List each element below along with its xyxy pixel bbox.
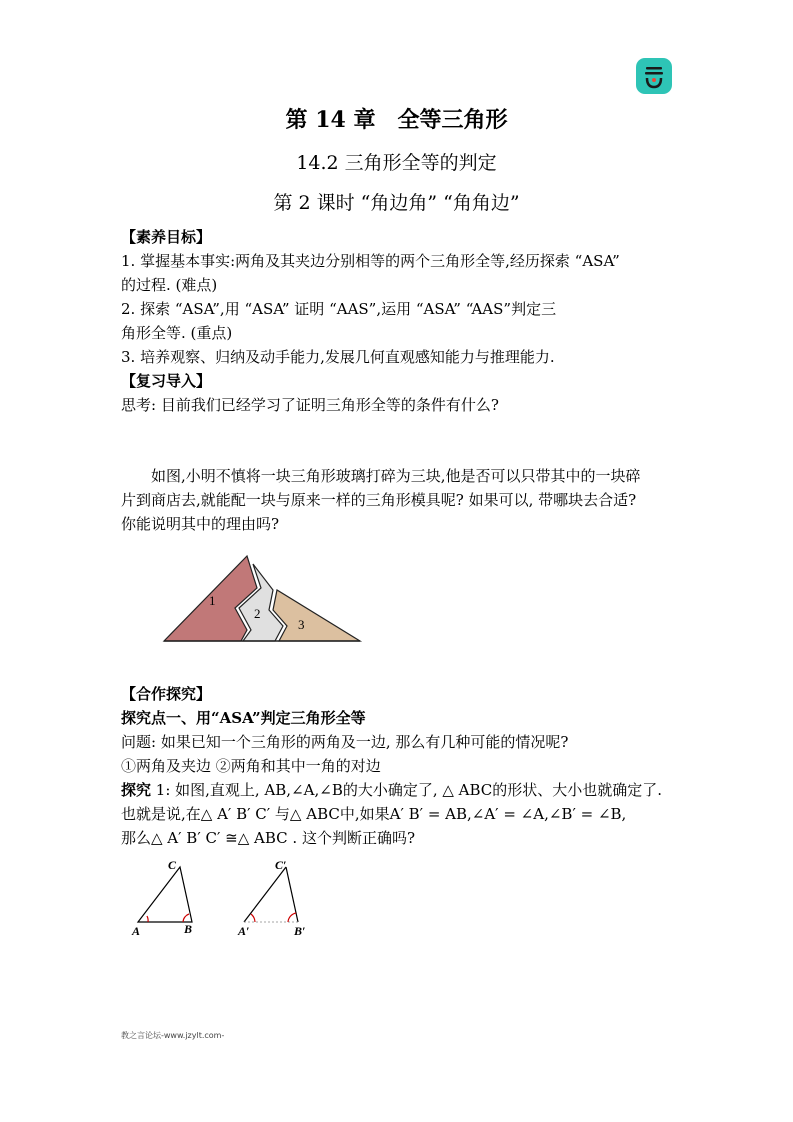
label-a-prime: A′ bbox=[238, 924, 250, 938]
lesson-title: 第 2 课时 “角边角” “角角边” bbox=[273, 192, 520, 214]
review-para-line-1: 如图,小明不慎将一块三角形玻璃打碎为三块,他是否可以只带其中的一块碎 bbox=[151, 467, 641, 485]
goals-heading: 【素养目标】 bbox=[121, 228, 212, 246]
explore-question: 问题: 如果已知一个三角形的两角及一边, 那么有几种可能的情况呢? bbox=[121, 733, 569, 751]
label-c-prime: C′ bbox=[275, 858, 287, 872]
piece-label-3: 3 bbox=[298, 617, 305, 632]
review-para-line-3: 你能说明其中的理由吗? bbox=[121, 515, 280, 533]
goal-item-1-line-1: 1. 掌握基本事实:两角及其夹边分别相等的两个三角形全等,经历探索 “ASA” bbox=[121, 252, 620, 270]
goal-item-2-line-1: 2. 探索 “ASA”,用 “ASA” 证明 “AAS”,运用 “ASA” “AAS”判定三 bbox=[121, 300, 557, 318]
side-b-prime-c-prime bbox=[286, 867, 298, 922]
broken-glass-figure bbox=[155, 550, 365, 646]
section-title: 14.2 三角形全等的判定 bbox=[296, 152, 497, 174]
goal-item-2-line-2: 角形全等. (重点) bbox=[121, 324, 233, 342]
explore-1-line-3: 那么△ A′ B′ C′ ≅△ ABC . 这个判断正确吗? bbox=[121, 829, 415, 847]
explore-heading: 【合作探究】 bbox=[121, 685, 212, 703]
brand-logo-icon bbox=[636, 58, 672, 94]
label-c: C bbox=[168, 858, 177, 872]
explore-1-text: 1: 如图,直观上, AB,∠A,∠B的大小确定了, △ ABC的形状、大小也就确定了. bbox=[151, 781, 663, 799]
chapter-title: 第 14 章 全等三角形 bbox=[285, 107, 508, 133]
glass-piece-3 bbox=[273, 590, 360, 641]
side-a-prime-c-prime bbox=[244, 867, 286, 922]
triangle-figures bbox=[128, 855, 328, 940]
goal-item-1-line-2: 的过程. (难点) bbox=[121, 276, 218, 294]
angle-b-prime-mark bbox=[288, 913, 296, 922]
explore-options: ①两角及夹边 ②两角和其中一角的对边 bbox=[121, 757, 381, 775]
piece-label-2: 2 bbox=[254, 606, 261, 621]
review-para-line-2: 片到商店去,就能配一块与原来一样的三角形模具呢? 如果可以, 带哪块去合适? bbox=[121, 491, 637, 509]
triangle-abc bbox=[138, 867, 192, 922]
angle-a-prime-mark bbox=[251, 914, 255, 922]
angle-a-mark bbox=[147, 916, 148, 922]
explore-point-1-title: 探究点一、用“ASA”判定三角形全等 bbox=[121, 709, 366, 727]
logo-glyph bbox=[636, 58, 672, 94]
review-heading: 【复习导入】 bbox=[121, 372, 212, 390]
footer-text: 教之言论坛-www.jzylt.com- bbox=[121, 1031, 225, 1040]
explore-1-label: 探究 bbox=[121, 781, 152, 799]
angle-b-mark bbox=[183, 914, 189, 922]
explore-1-line-1 bbox=[121, 779, 662, 800]
label-a: A bbox=[132, 924, 141, 938]
label-b: B bbox=[184, 922, 193, 936]
explore-1-line-2: 也就是说,在△ A′ B′ C′ 与△ ABC中,如果A′ B′ = AB,∠A′ = ∠A,∠B′ = ∠B, bbox=[121, 805, 627, 823]
label-b-prime: B′ bbox=[294, 924, 306, 938]
goal-item-3: 3. 培养观察、归纳及动手能力,发展几何直观感知能力与推理能力. bbox=[121, 348, 555, 366]
piece-label-1: 1 bbox=[209, 593, 216, 608]
review-think: 思考: 目前我们已经学习了证明三角形全等的条件有什么? bbox=[121, 396, 499, 414]
